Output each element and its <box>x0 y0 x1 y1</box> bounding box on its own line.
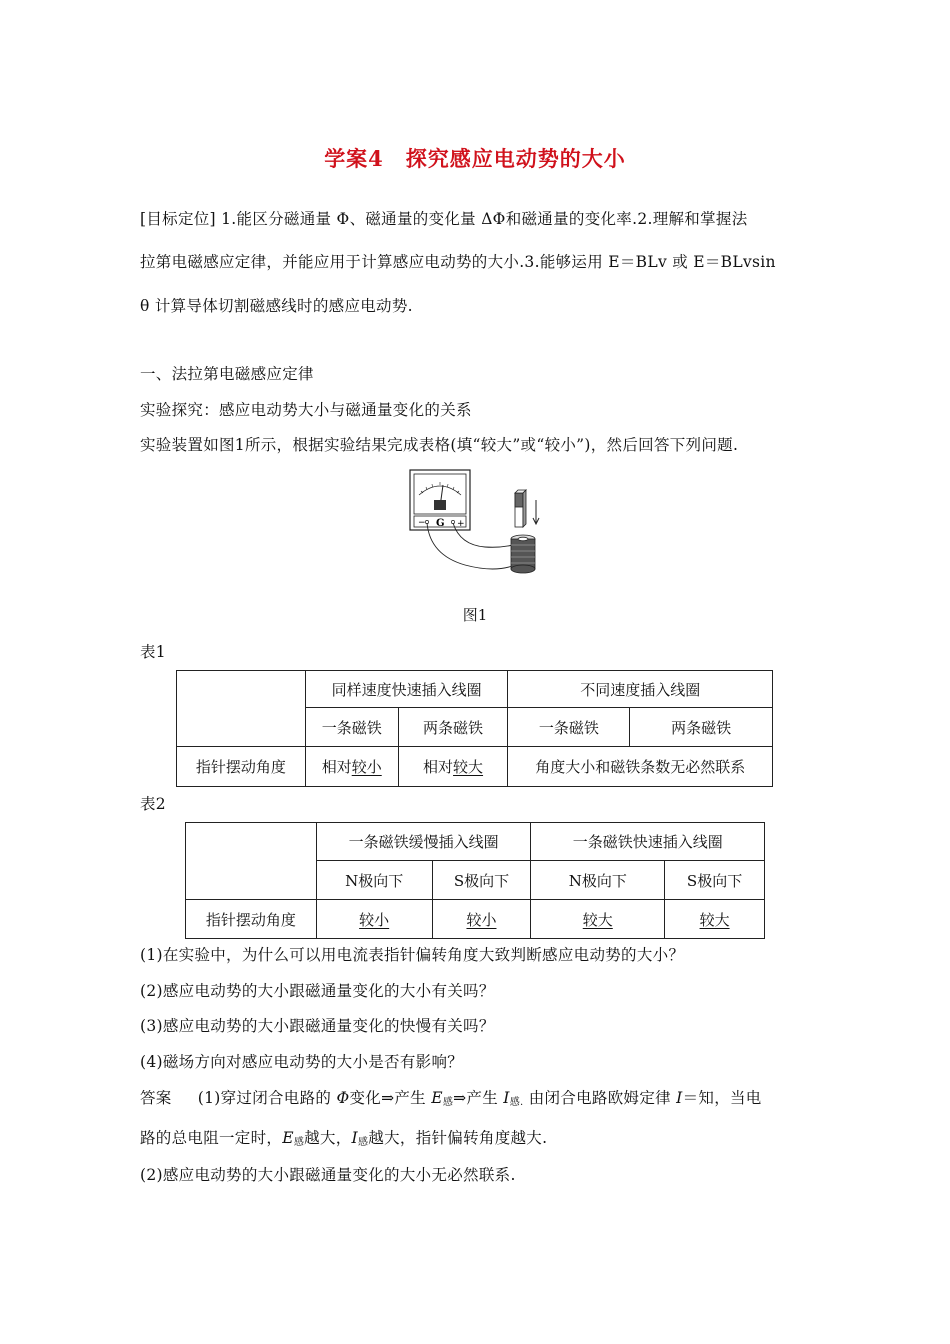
question-3: (3)感应电动势的大小跟磁通量变化的快慢有关吗？ <box>140 1017 495 1035</box>
answer-fill: 较大 <box>453 758 484 776</box>
table2-sub: S极向下 <box>432 861 531 900</box>
experiment-setup: 实验装置如图1所示，根据实验结果完成表格(填“较大”或“较小”)，然后回答下列问题. <box>140 436 739 454</box>
table1-sub: 两条磁铁 <box>398 708 508 747</box>
answer-line-3: (2)感应电动势的大小跟磁通量变化的大小无必然联系. <box>140 1166 516 1184</box>
table-2 <box>185 822 765 939</box>
table2-sub: N极向下 <box>316 861 432 900</box>
answer-fill: 较小 <box>466 910 497 929</box>
table1-sub: 一条磁铁 <box>305 708 398 747</box>
objective-text-1: 1.能区分磁通量 Φ、磁通量的变化量 ΔΦ和磁通量的变化率.2.理解和掌握法 <box>221 210 748 228</box>
table1-cell-3: 角度大小和磁铁条数无必然联系 <box>508 747 773 787</box>
answer-fill: 较小 <box>359 910 390 929</box>
meter-scale <box>419 486 461 495</box>
question-1: (1)在实验中，为什么可以用电流表指针偏转角度大致判断感应电动势的大小？ <box>140 946 685 964</box>
objective-line-1 <box>140 207 748 229</box>
terminal-plus-label: + <box>457 519 465 529</box>
answer-fill: 较大 <box>582 910 613 929</box>
table2-cell <box>316 900 432 939</box>
table2-sub: N极向下 <box>531 861 665 900</box>
table1-corner <box>177 671 306 747</box>
experiment-title: 实验探究：感应电动势大小与磁通量变化的关系 <box>140 401 472 419</box>
answer-fill: 较大 <box>699 910 730 929</box>
table2-cell <box>531 900 665 939</box>
objective-line-2: 拉第电磁感应定律，并能应用于计算感应电动势的大小.3.能够运用 E＝BLv 或 E＝BLvsin <box>140 253 776 271</box>
objective-line-3: θ 计算导体切割磁感线时的感应电动势. <box>140 297 413 315</box>
table1-header-b: 不同速度插入线圈 <box>508 671 773 708</box>
table2-label: 表2 <box>140 795 166 813</box>
meter-ticks <box>421 482 459 493</box>
table2-sub: S极向下 <box>665 861 765 900</box>
meter-label: G <box>436 518 445 529</box>
table2-cell <box>432 900 531 939</box>
coil <box>511 535 535 573</box>
question-2: (2)感应电动势的大小跟磁通量变化的大小有关吗？ <box>140 982 495 1000</box>
table1-sub: 两条磁铁 <box>630 708 773 747</box>
page-title: 学案4 探究感应电动势的大小 <box>324 146 626 171</box>
table1-header-a: 同样速度快速插入线圈 <box>305 671 508 708</box>
meter-pivot <box>434 500 446 510</box>
table1-label: 表1 <box>140 643 166 661</box>
table2-corner <box>186 823 317 900</box>
table2-header-a: 一条磁铁缓慢插入线圈 <box>316 823 531 861</box>
table1-row-label: 指针摆动角度 <box>177 747 306 787</box>
answer-fill: 较小 <box>351 758 382 776</box>
answer-line-2: 路的总电阻一定时，$E_感$越大，$I_感$越大，指针偏转角度越大. <box>140 1129 548 1148</box>
table1-cell-1: 相对较小 <box>305 747 398 787</box>
answer-label: 答案 <box>140 1089 172 1107</box>
table2-cell <box>665 900 765 939</box>
bar-magnet <box>515 490 526 527</box>
question-4: (4)磁场方向对感应电动势的大小是否有影响？ <box>140 1053 464 1071</box>
table1-sub: 一条磁铁 <box>508 708 630 747</box>
table1-cell-2: 相对较大 <box>398 747 508 787</box>
objective-label: [目标定位] <box>140 210 216 228</box>
galvanometer-coil-figure <box>405 465 545 580</box>
motion-arrow-icon <box>533 500 539 524</box>
answer-line-1: 答案 (1)穿过闭合电路的 Φ变化⇒产生 $E_感\Rightarrow$产生 $I_{感.}$ 由闭合电路欧姆定律 I＝知，当电 <box>140 1089 762 1108</box>
figure-caption: 图1 <box>462 606 488 624</box>
terminal-minus-label: − <box>418 518 426 528</box>
table-1 <box>176 670 773 787</box>
table2-header-b: 一条磁铁快速插入线圈 <box>531 823 765 861</box>
section-heading: 一、法拉第电磁感应定律 <box>140 365 314 383</box>
table2-row-label: 指针摆动角度 <box>186 900 317 939</box>
